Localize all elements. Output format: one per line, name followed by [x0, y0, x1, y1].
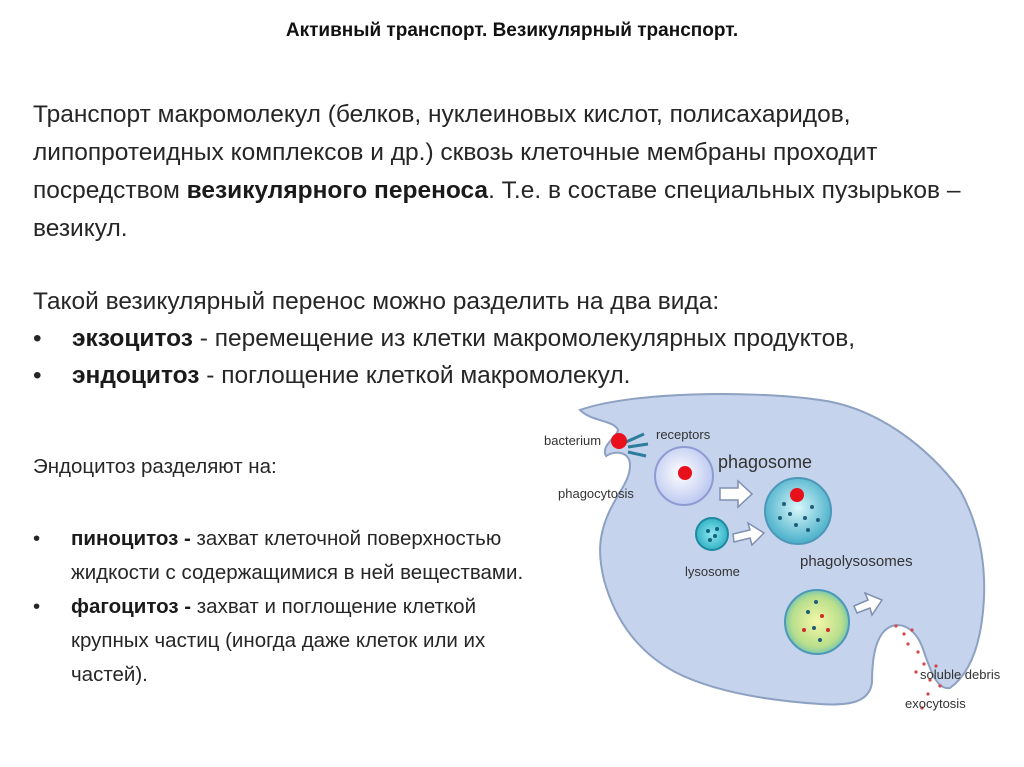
intro-text-part2: . Т.е. в составе специальных пузырьков – везикул. [33, 177, 961, 242]
endocytosis-list [33, 522, 533, 692]
intro-bold-term: везикулярного переноса [186, 177, 489, 204]
desc-pinocytosis: захват клеточной поверхностью жидкости с содержащимися в ней веществами. [71, 527, 524, 584]
label-receptors: receptors [656, 427, 711, 442]
endocytosis-heading: Эндоцитоз разделяют на: [33, 455, 277, 478]
label-soluble-debris: soluble debris [920, 667, 1001, 682]
intro-text-part1: Транспорт макромолекул (белков, нуклеиновых кислот, полисахаридов, липопротеидных комплексов и др.) сквозь клеточные мембраны проходит посредством [33, 101, 878, 204]
term-exocytosis: экзоцитоз [72, 325, 193, 352]
label-lysosome: lysosome [685, 564, 740, 579]
desc-exocytosis: - перемещение из клетки макромолекулярных продуктов, [192, 325, 856, 352]
term-endocytosis: эндоцитоз [72, 362, 200, 389]
desc-phagocytosis: захват и поглощение клеткой крупных частиц (иногда даже клеток или их частей). [71, 595, 486, 686]
transport-types-list [33, 320, 1003, 394]
list-item-endocytosis [33, 357, 1003, 394]
term-pinocytosis: пиноцитоз - [71, 527, 191, 550]
list-item-exocytosis [33, 320, 1003, 357]
phagolysosome-bacterium-icon [790, 488, 804, 502]
transport-types-section [33, 283, 1003, 394]
list-item-phagocytosis [33, 590, 533, 692]
phagocytosis-diagram [520, 390, 1020, 730]
intro-paragraph [33, 96, 993, 248]
term-phagocytosis: фагоцитоз - [71, 595, 192, 618]
list-item-pinocytosis [33, 522, 533, 590]
label-exocytosis: exocytosis [905, 696, 966, 711]
label-phagocytosis: phagocytosis [558, 486, 634, 501]
label-phagosome: phagosome [718, 452, 813, 472]
desc-endocytosis: - поглощение клеткой макромолекул. [199, 362, 631, 389]
cell-membrane [580, 394, 984, 704]
phagolysosome-icon [765, 478, 831, 544]
digested-phagolysosome-icon [785, 590, 849, 654]
phagosome-bacterium-icon [678, 466, 692, 480]
bacterium-icon [611, 433, 627, 449]
label-bacterium: bacterium [544, 433, 602, 448]
transport-types-heading: Такой везикулярный перенос можно разделить на два вида: [33, 288, 720, 315]
lysosome-icon [696, 518, 728, 550]
label-phagolysosomes: phagolysosomes [800, 553, 913, 570]
slide-title: Активный транспорт. Везикулярный транспорт. [285, 20, 739, 41]
